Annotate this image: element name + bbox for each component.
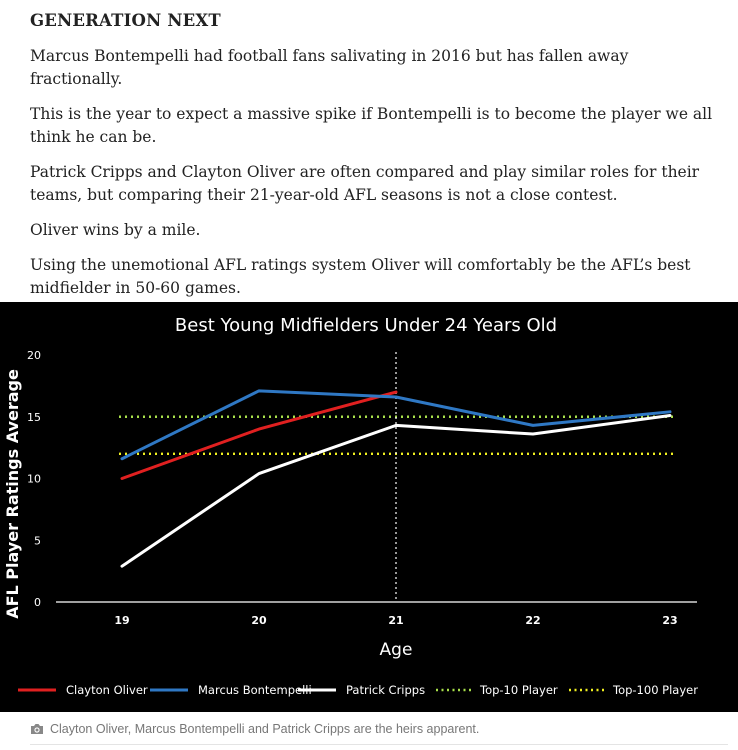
caption-text: Clayton Oliver, Marcus Bontempelli and Patrick Cripps are the heirs apparent. <box>50 722 480 736</box>
paragraph-4: Oliver wins by a mile. <box>30 221 201 239</box>
line-chart <box>0 302 738 712</box>
y-tick-label: 20 <box>27 349 41 362</box>
y-tick-label: 5 <box>34 534 41 548</box>
x-tick-label: 22 <box>525 614 541 627</box>
x-axis-label: Age <box>379 640 413 660</box>
y-tick-labels <box>27 349 41 609</box>
image-caption <box>30 722 479 736</box>
y-tick-label: 15 <box>27 410 41 424</box>
y-tick-label: 10 <box>27 472 41 486</box>
legend-label-top-10-player: Top-10 Player <box>480 683 558 697</box>
chart-title: Best Young Midfielders Under 24 Years Old <box>174 315 558 336</box>
x-tick-label: 23 <box>662 614 678 627</box>
paragraph-3: Patrick Cripps and Clayton Oliver are often compared and play similar roles for their teams, but comparing their 21-year-old AFL seasons is not a close contest. <box>30 163 700 204</box>
legend-label-patrick-cripps: Patrick Cripps <box>346 683 426 697</box>
y-tick-label: 0 <box>34 596 41 609</box>
section-heading: GENERATION NEXT <box>30 11 221 30</box>
legend-label-marcus-bontempelli: Marcus Bontempelli <box>198 683 312 697</box>
camera-icon <box>30 723 44 735</box>
paragraph-2: This is the year to expect a massive spike if Bontempelli is to become the player we all think he can be. <box>30 105 713 146</box>
chart-legend <box>18 683 698 697</box>
article-body <box>30 10 720 312</box>
x-tick-label: 20 <box>251 614 267 627</box>
paragraph-5: Using the unemotional AFL ratings system Oliver will comfortably be the AFL’s best midfielder in 50-60 games. <box>30 256 691 297</box>
y-axis-label: AFL Player Ratings Average <box>3 369 22 619</box>
series-line-clayton-oliver <box>122 392 396 478</box>
legend-label-top-100-player: Top-100 Player <box>613 683 698 697</box>
x-tick-label: 21 <box>388 614 404 627</box>
divider <box>30 744 728 745</box>
x-tick-labels <box>114 614 677 627</box>
x-tick-label: 19 <box>114 614 130 627</box>
chart-figure <box>0 302 738 712</box>
legend-label-clayton-oliver: Clayton Oliver <box>66 683 148 697</box>
paragraph-1: Marcus Bontempelli had football fans salivating in 2016 but has fallen away fractionally. <box>30 47 629 88</box>
